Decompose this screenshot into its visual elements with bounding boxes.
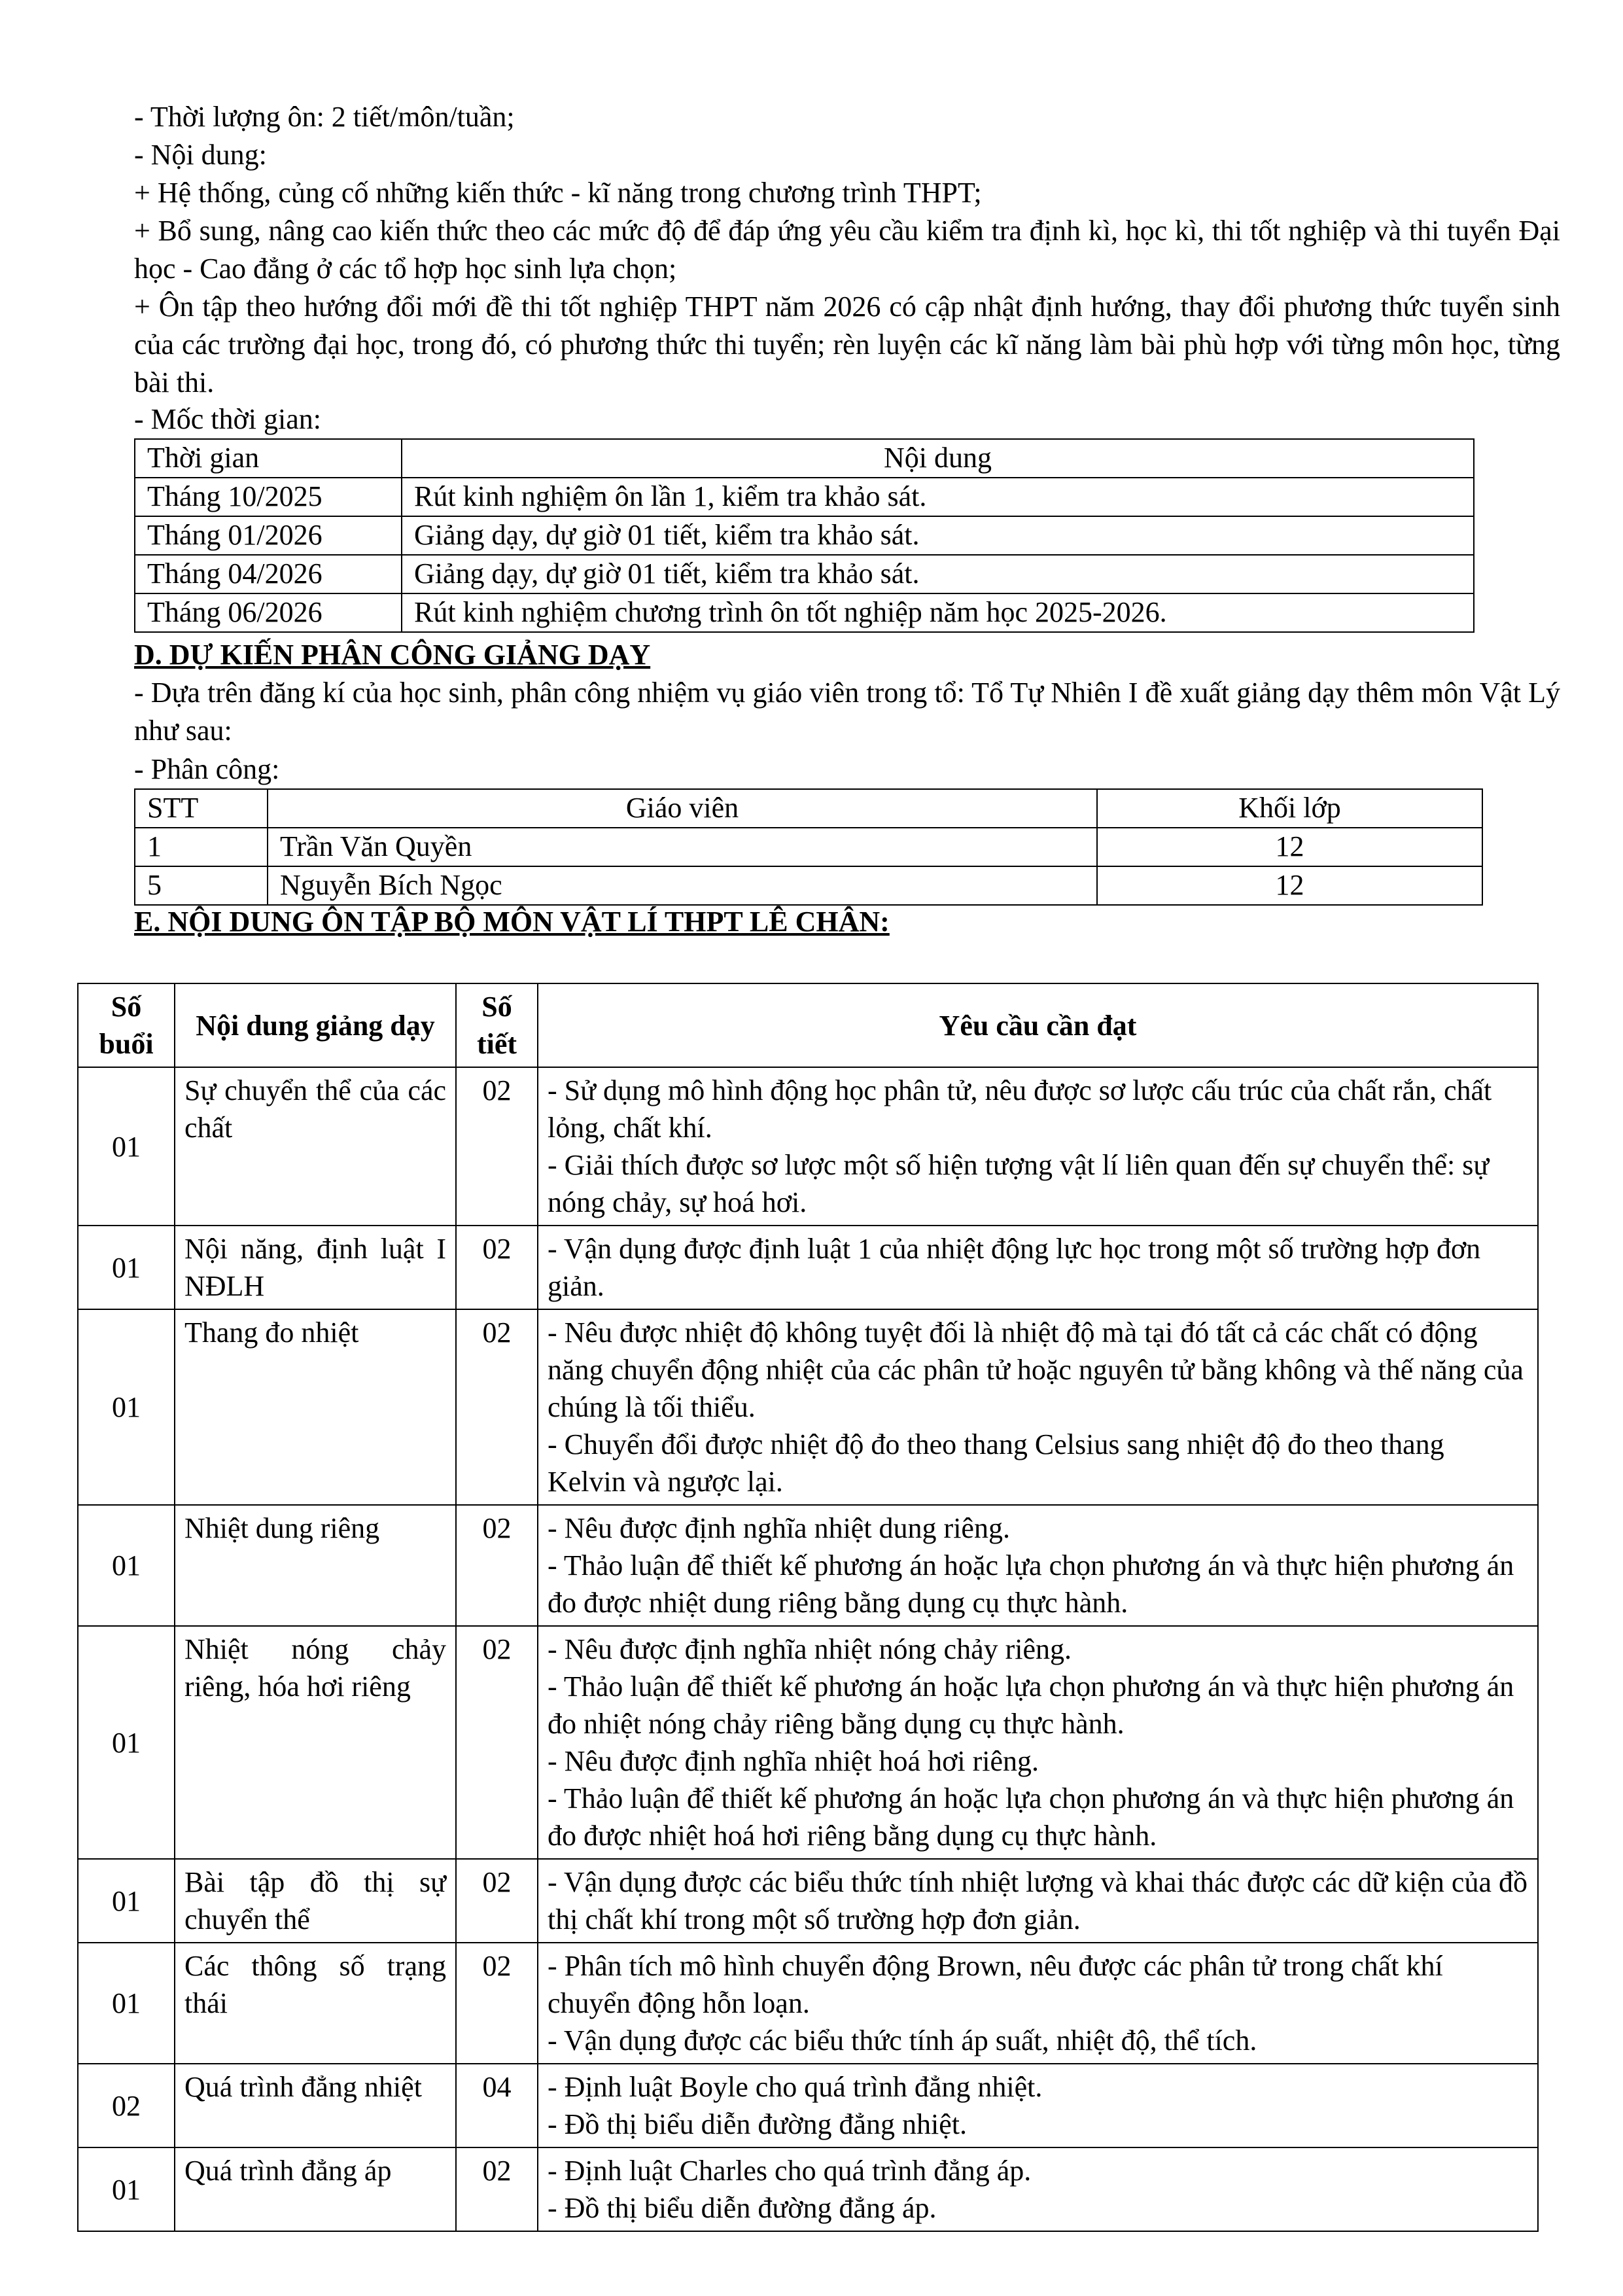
cell-requirements	[538, 1067, 1538, 1226]
section-d-paragraph: - Dựa trên đăng kí của học sinh, phân công nhiệm vụ giáo viên trong tổ: Tổ Tự Nhiên I đề xuất giảng dạy thêm môn Vật Lý như sau:	[134, 677, 1560, 747]
requirement-item: - Thảo luận để thiết kế phương án hoặc lựa chọn phương án và thực hiện phương án đo nhiệt nóng chảy riêng bằng dụng cụ thực hành.	[548, 1670, 1514, 1740]
table-row	[78, 2147, 1538, 2231]
cell-sessions: 01	[78, 1505, 175, 1626]
content-bullet-1: + Hệ thống, củng cố những kiến thức - kĩ năng trong chương trình THPT;	[134, 177, 982, 209]
section-d-heading: D. DỰ KIẾN PHÂN CÔNG GIẢNG DẠY	[134, 639, 651, 671]
table-row	[78, 1505, 1538, 1626]
cell-periods: 02	[456, 1943, 538, 2064]
cell-sessions: 01	[78, 1226, 175, 1309]
cell-periods: 04	[456, 2064, 538, 2147]
cell-content: Giảng dạy, dự giờ 01 tiết, kiểm tra khảo sát.	[402, 516, 1474, 555]
cell-topic: Quá trình đẳng áp	[175, 2147, 456, 2231]
cell-sessions: 01	[78, 1943, 175, 2064]
header-cell: STT	[135, 789, 268, 828]
cell-topic: Nội năng, định luật I NĐLH	[175, 1226, 456, 1309]
table-row	[78, 1943, 1538, 2064]
cell-requirements	[538, 1505, 1538, 1626]
requirement-item: - Phân tích mô hình chuyển động Brown, nêu được các phân tử trong chất khí chuyển động hỗn loạn.	[548, 1950, 1443, 2019]
table-row	[135, 555, 1474, 593]
section-e-heading: E. NỘI DUNG ÔN TẬP BỘ MÔN VẬT LÍ THPT LÊ CHÂN:	[134, 906, 890, 938]
cell-requirements	[538, 1943, 1538, 2064]
table-row	[78, 1309, 1538, 1505]
requirement-item: - Định luật Boyle cho quá trình đẳng nhiệt.	[548, 2071, 1043, 2103]
header-cell: Số tiết	[456, 983, 538, 1067]
header-cell: Số buổi	[78, 983, 175, 1067]
header-cell: Thời gian	[135, 439, 402, 478]
table-row	[135, 866, 1482, 905]
cell-grade: 12	[1097, 828, 1482, 866]
table-row	[78, 1067, 1538, 1226]
cell-teacher: Nguyễn Bích Ngọc	[268, 866, 1097, 905]
milestone-label: - Mốc thời gian:	[134, 403, 321, 435]
cell-stt: 5	[135, 866, 268, 905]
cell-topic: Quá trình đẳng nhiệt	[175, 2064, 456, 2147]
assignment-table	[134, 788, 1483, 906]
cell-requirements	[538, 2147, 1538, 2231]
syllabus-table	[77, 983, 1539, 2232]
cell-sessions: 01	[78, 2147, 175, 2231]
table-row	[78, 1859, 1538, 1943]
requirement-item: - Nêu được nhiệt độ không tuyệt đối là nhiệt độ mà tại đó tất cả các chất có động năng chuyển động nhiệt của các phân tử hoặc nguyên tử bằng không và thế năng của chúng là tối thiểu.	[548, 1316, 1524, 1423]
requirement-item: - Thảo luận để thiết kế phương án hoặc lựa chọn phương án và thực hiện phương án đo được nhiệt hoá hơi riêng bằng dụng cụ thực hành.	[548, 1782, 1514, 1852]
cell-sessions: 02	[78, 2064, 175, 2147]
cell-time: Tháng 04/2026	[135, 555, 402, 593]
header-cell: Yêu cầu cần đạt	[538, 983, 1538, 1067]
cell-periods: 02	[456, 1067, 538, 1226]
requirement-item: - Đồ thị biểu diễn đường đẳng áp.	[548, 2192, 937, 2224]
cell-requirements	[538, 1226, 1538, 1309]
cell-periods: 02	[456, 1226, 538, 1309]
table-header-row	[135, 439, 1474, 478]
content-bullet-3: + Ôn tập theo hướng đổi mới đề thi tốt nghiệp THPT năm 2026 có cập nhật định hướng, thay đổi phương thức tuyển sinh của các trường đại học, trong đó, có phương thức thi tuyển; rèn luyện các kĩ năng làm bài phù hợp với từng môn học, từng bài thi.	[134, 291, 1560, 398]
duration-line: - Thời lượng ôn: 2 tiết/môn/tuần;	[134, 101, 515, 133]
cell-content: Rút kinh nghiệm ôn lần 1, kiểm tra khảo sát.	[402, 478, 1474, 516]
cell-sessions: 01	[78, 1309, 175, 1505]
requirement-item: - Nêu được định nghĩa nhiệt dung riêng.	[548, 1512, 1010, 1544]
header-cell: Nội dung giảng dạy	[175, 983, 456, 1067]
cell-content: Giảng dạy, dự giờ 01 tiết, kiểm tra khảo sát.	[402, 555, 1474, 593]
requirement-item: - Định luật Charles cho quá trình đẳng áp.	[548, 2155, 1032, 2187]
requirement-item: - Chuyển đổi được nhiệt độ đo theo thang Celsius sang nhiệt độ đo theo thang Kelvin và ngược lại.	[548, 1428, 1444, 1498]
cell-topic: Bài tập đồ thị sự chuyển thể	[175, 1859, 456, 1943]
cell-periods: 02	[456, 1309, 538, 1505]
syllabus-body	[78, 1067, 1538, 2231]
cell-sessions: 01	[78, 1859, 175, 1943]
cell-stt: 1	[135, 828, 268, 866]
table-row	[78, 1626, 1538, 1859]
cell-topic: Nhiệt dung riêng	[175, 1505, 456, 1626]
table-row	[78, 1226, 1538, 1309]
requirement-item: - Vận dụng được các biểu thức tính nhiệt lượng và khai thác được các dữ kiện của đồ thị chất khí trong một số trường hợp đơn giản.	[548, 1866, 1527, 1935]
cell-time: Tháng 10/2025	[135, 478, 402, 516]
table-row	[135, 516, 1474, 555]
cell-time: Tháng 01/2026	[135, 516, 402, 555]
cell-periods: 02	[456, 1505, 538, 1626]
header-cell: Nội dung	[402, 439, 1474, 478]
table-row	[135, 828, 1482, 866]
cell-periods: 02	[456, 2147, 538, 2231]
cell-topic: Nhiệt nóng chảy riêng, hóa hơi riêng	[175, 1626, 456, 1859]
requirement-item: - Nêu được định nghĩa nhiệt hoá hơi riêng.	[548, 1745, 1039, 1777]
table-header-row	[135, 789, 1482, 828]
cell-content: Rút kinh nghiệm chương trình ôn tốt nghiệp năm học 2025-2026.	[402, 593, 1474, 632]
table-row	[135, 478, 1474, 516]
requirement-item: - Vận dụng được các biểu thức tính áp suất, nhiệt độ, thể tích.	[548, 2024, 1257, 2057]
cell-requirements	[538, 1626, 1538, 1859]
cell-requirements	[538, 1859, 1538, 1943]
cell-topic: Các thông số trạng thái	[175, 1943, 456, 2064]
content-label: - Nội dung:	[134, 139, 267, 171]
header-cell: Giáo viên	[268, 789, 1097, 828]
requirement-item: - Sử dụng mô hình động học phân tử, nêu được sơ lược cấu trúc của chất rắn, chất lỏng, chất khí.	[548, 1074, 1492, 1144]
cell-topic: Sự chuyển thể của các chất	[175, 1067, 456, 1226]
requirement-item: - Thảo luận để thiết kế phương án hoặc lựa chọn phương án và thực hiện phương án đo được nhiệt dung riêng bằng dụng cụ thực hành.	[548, 1549, 1514, 1619]
cell-grade: 12	[1097, 866, 1482, 905]
cell-time: Tháng 06/2026	[135, 593, 402, 632]
cell-topic: Thang đo nhiệt	[175, 1309, 456, 1505]
cell-teacher: Trần Văn Quyền	[268, 828, 1097, 866]
cell-requirements	[538, 1309, 1538, 1505]
cell-requirements	[538, 2064, 1538, 2147]
table-row	[135, 593, 1474, 632]
cell-periods: 02	[456, 1626, 538, 1859]
content-bullet-2: + Bổ sung, nâng cao kiến thức theo các mức độ để đáp ứng yêu cầu kiểm tra định kì, học kì, thi tốt nghiệp và thi tuyển Đại học - Cao đẳng ở các tổ hợp học sinh lựa chọn;	[134, 215, 1560, 285]
assignment-label: - Phân công:	[134, 753, 280, 785]
table-row	[78, 2064, 1538, 2147]
cell-periods: 02	[456, 1859, 538, 1943]
requirement-item: - Nêu được định nghĩa nhiệt nóng chảy riêng.	[548, 1633, 1072, 1665]
table-header-row	[78, 983, 1538, 1067]
milestone-table	[134, 438, 1475, 633]
header-cell: Khối lớp	[1097, 789, 1482, 828]
cell-sessions: 01	[78, 1067, 175, 1226]
cell-sessions: 01	[78, 1626, 175, 1859]
requirement-item: - Đồ thị biểu diễn đường đẳng nhiệt.	[548, 2108, 968, 2140]
requirement-item: - Vận dụng được định luật 1 của nhiệt động lực học trong một số trường hợp đơn giản.	[548, 1233, 1481, 1302]
requirement-item: - Giải thích được sơ lược một số hiện tượng vật lí liên quan đến sự chuyển thể: sự nóng chảy, sự hoá hơi.	[548, 1149, 1490, 1218]
